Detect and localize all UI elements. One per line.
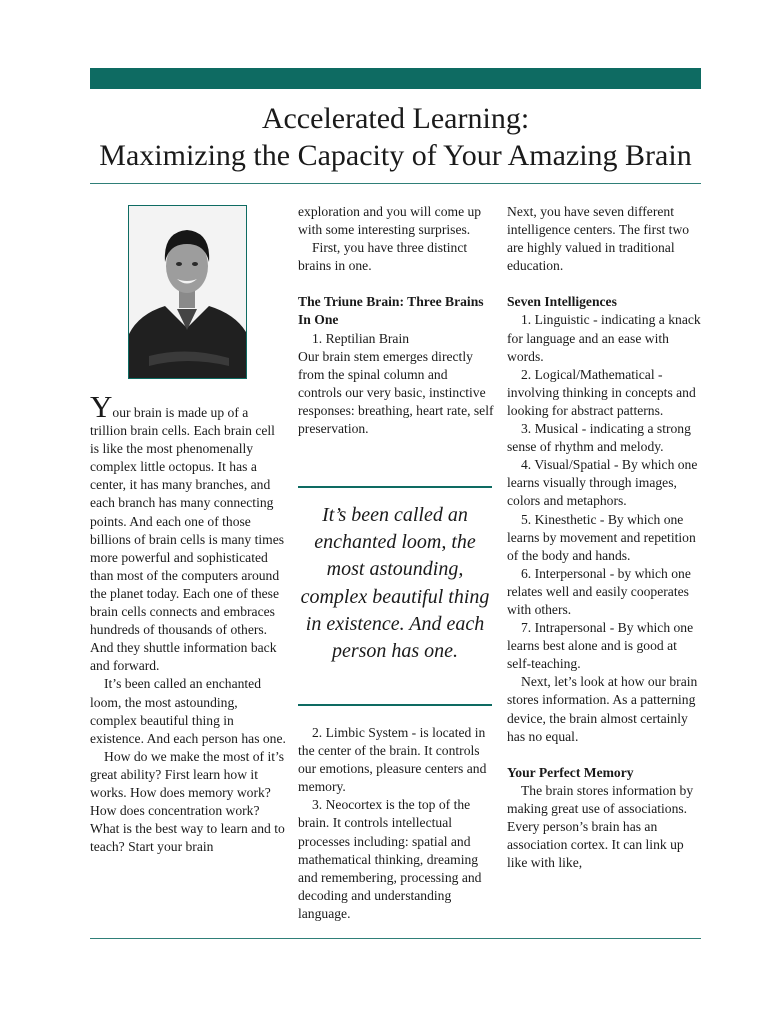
- section-heading-seven-intelligences: Seven Intelligences: [507, 294, 617, 310]
- column-2-lower: [298, 724, 494, 923]
- list-item: 1. Linguistic - indicating a knack for language and an ease with words.: [507, 312, 701, 364]
- author-photo: [128, 205, 247, 379]
- list-item: 7. Intrapersonal - By which one learns best alone and is good at self-teaching.: [507, 620, 694, 672]
- paragraph: The brain stores information by making great use of associations. Every person’s brain has an association cortex. It can link up like with like,: [507, 782, 694, 871]
- title-rule: [90, 183, 701, 184]
- paragraph: Next, let’s look at how our brain stores information. As a patterning device, the brain almost certainly has no equal.: [507, 674, 698, 744]
- drop-cap: Y: [90, 389, 113, 424]
- list-item: 4. Visual/Spatial - By which one learns visually through images, colors and metaphors.: [507, 457, 698, 509]
- list-item: 6. Interpersonal - by which one relates well and easily cooperates with others.: [507, 565, 691, 617]
- paragraph: exploration and you will come up with some interesting surprises.: [298, 204, 482, 238]
- list-item: 5. Kinesthetic - By which one learns by movement and repetition of the body and hands.: [507, 511, 696, 563]
- bottom-rule: [90, 938, 701, 939]
- title-line-1: Accelerated Learning:: [261, 102, 530, 135]
- pull-quote: [298, 486, 492, 706]
- column-1: [90, 389, 286, 856]
- column-2: [298, 203, 494, 438]
- author-portrait-icon: [129, 206, 246, 378]
- section-heading-perfect-memory: Your Perfect Memory: [507, 764, 634, 780]
- paragraph: How do we make the most of it’s great ability? First learn how it works. How does memory work? How does concentration work? What is the best way to learn and to teach? Start your brain: [90, 748, 285, 855]
- paragraph: Our brain stem emerges directly from the spinal column and controls our very basic, instinctive responses: breathing, heart rate, self preservation.: [298, 348, 494, 437]
- paragraph: Next, you have seven different intelligence centers. The first two are highly valued in traditional education.: [507, 204, 690, 274]
- list-item-limbic: 2. Limbic System - is located in the center of the brain. It controls our emotions, pleasure centers and memory.: [298, 725, 487, 795]
- top-accent-bar: [90, 68, 701, 89]
- section-heading-triune-brain: The Triune Brain: Three Brains In One: [298, 294, 484, 328]
- pull-quote-text: It’s been called an enchanted loom, the most astounding, complex beautiful thing in existence. And each person has one.: [300, 504, 490, 663]
- intro-text: our brain is made up of a trillion brain cells. Each brain cell is like the most phenomenally complex little octopus. It has a center, it has many branches, and each branch has many connecting points. And each one of those billions of brain cells is many times more powerful and sophisticated than most of the computers around the planet today. Each one of these brain cells connects and embraces hundreds of thousands of others. And they shuttle information back and forward.: [90, 405, 285, 674]
- column-3: [507, 203, 701, 872]
- list-item-reptilian: 1. Reptilian Brain: [312, 330, 410, 346]
- title-line-2: Maximizing the Capacity of Your Amazing Brain: [99, 139, 692, 172]
- paragraph: First, you have three distinct brains in one.: [298, 240, 468, 274]
- list-item: 2. Logical/Mathematical - involving thinking in concepts and looking for abstract patterns.: [507, 366, 696, 418]
- intro-paragraph: [90, 389, 286, 675]
- list-item: 3. Musical - indicating a strong sense of rhythm and melody.: [507, 421, 691, 455]
- paragraph: It’s been called an enchanted loom, the most astounding, complex beautiful thing in existence. And each person has one.: [90, 676, 286, 746]
- list-item-neocortex: 3. Neocortex is the top of the brain. It controls intellectual processes including: spatial and mathematical thinking, dreaming and remembering, processing and decoding and understanding language.: [298, 797, 482, 921]
- page-title: [90, 100, 701, 174]
